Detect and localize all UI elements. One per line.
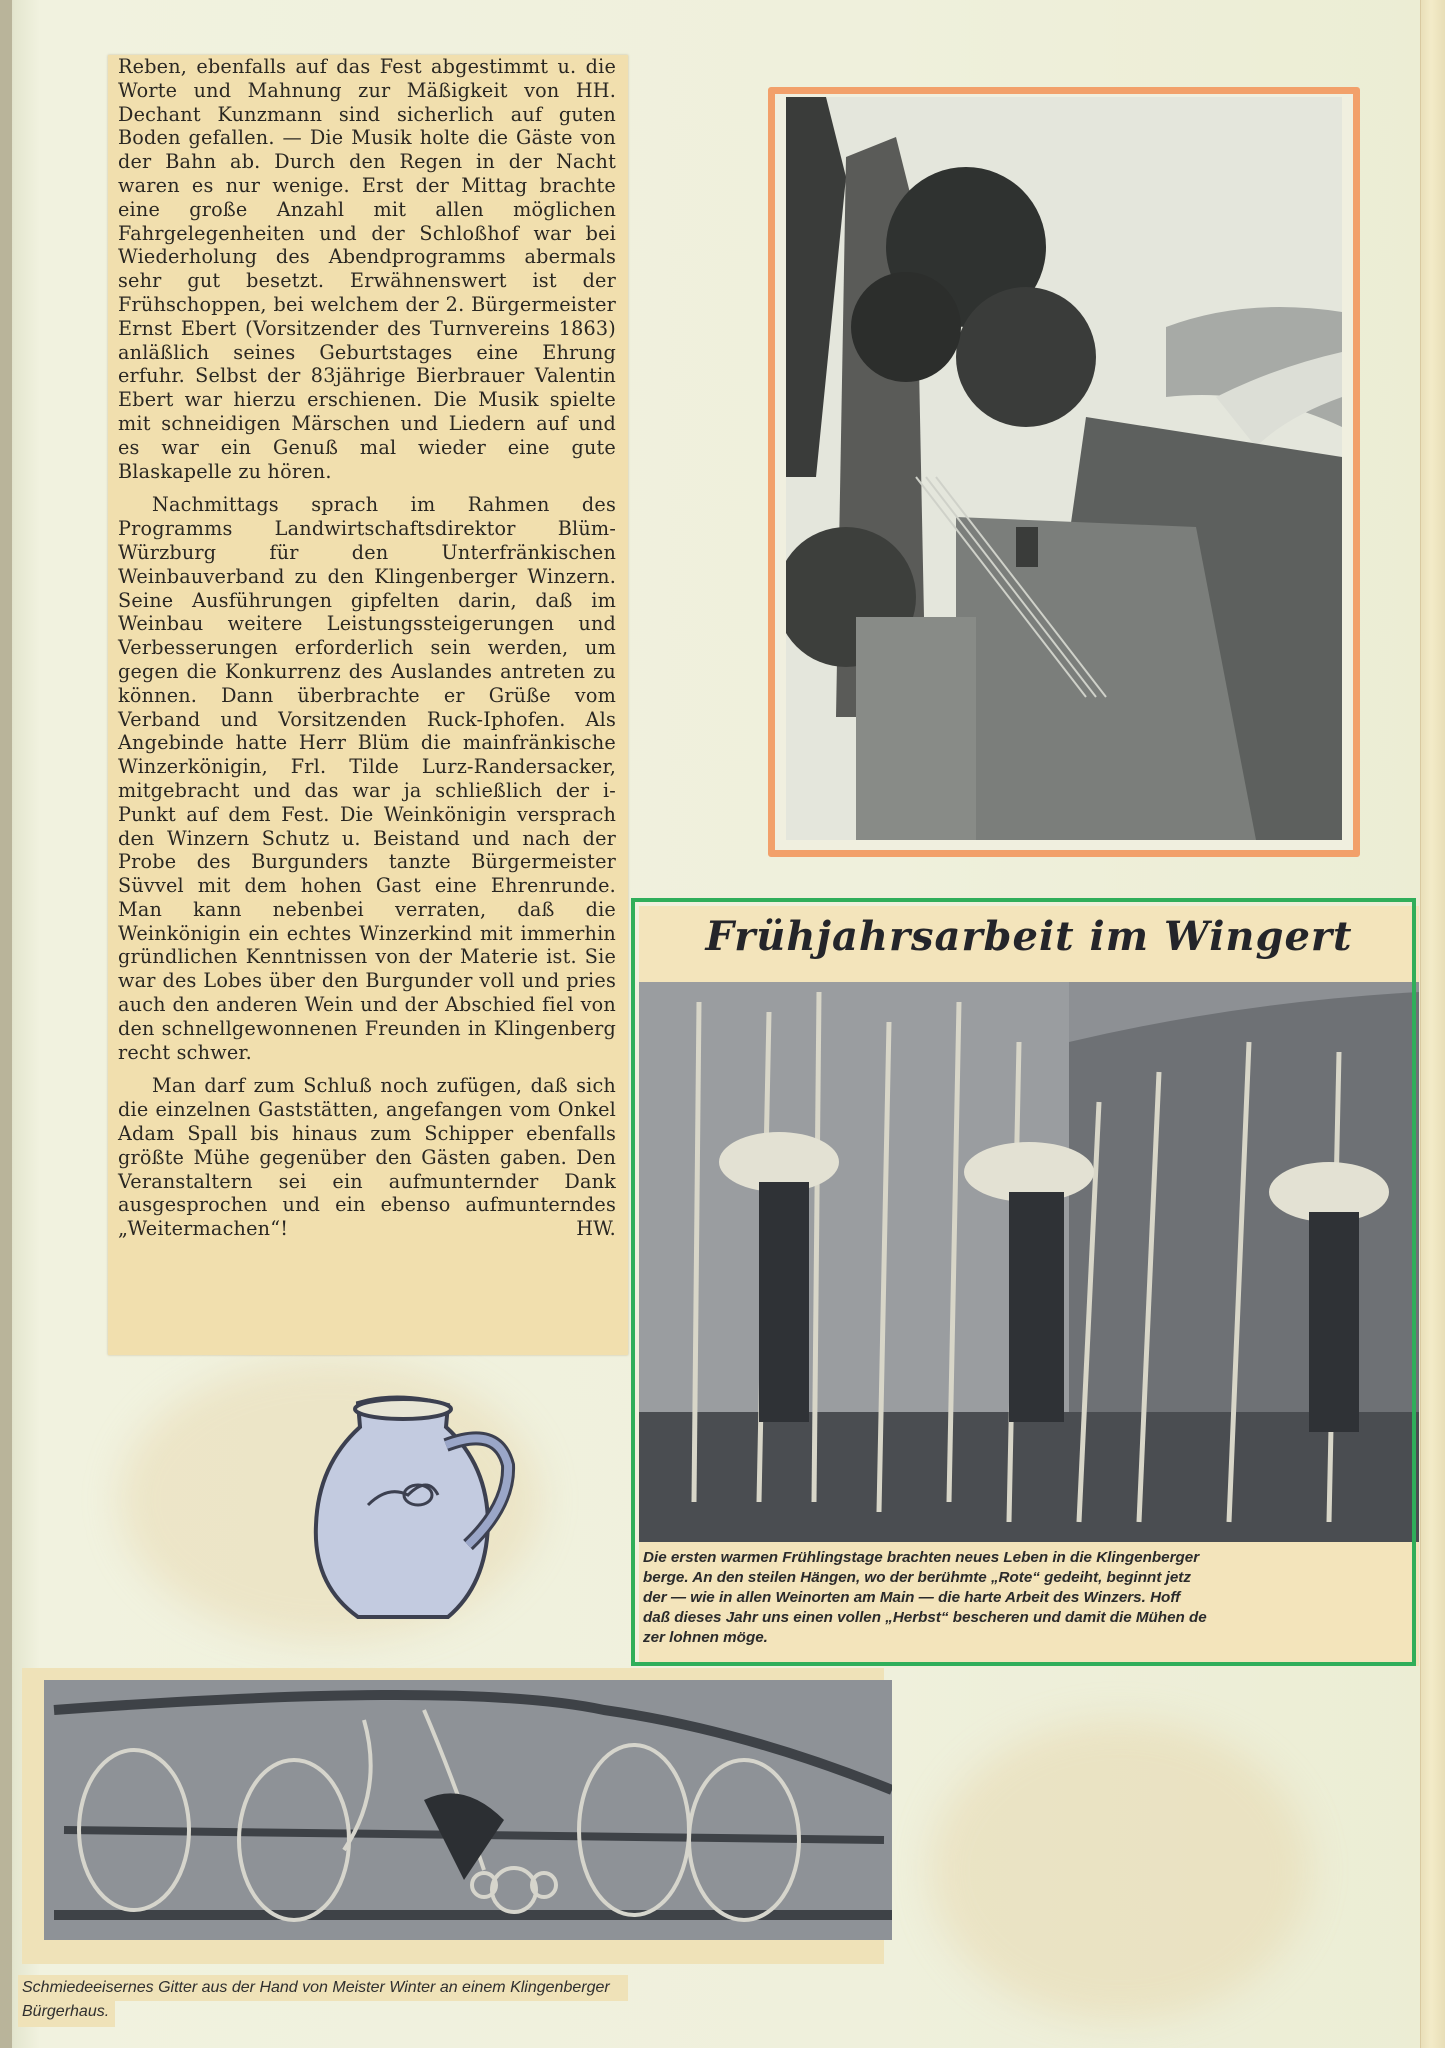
jug-drawing [298, 1385, 518, 1625]
page-spine [0, 0, 12, 2048]
castle-ruin-image [786, 97, 1342, 840]
article-paragraph: Nachmittags sprach im Rahmen des Programms Landwirtschaftsdirektor Blüm-Würzburg für den Unterfränkischen Weinbauverband zu den Klingenberger Winzern. Seine Ausführungen gipfelten darin, daß im Weinbau weitere Leistungssteigerungen und Verbesserungen erforderlich sein werden, um gegen die Konkurrenz des Auslandes antreten zu können. Dann überbrachte er Grüße vom Verband und Vorsitzenden Ruck-Iphofen. Als Angebinde hatte Herr Blüm die mainfränkische Winzerkönigin, Frl. Tilde Lurz-Randersacker, mitgebracht und das war ja schließlich der i-Punkt auf dem Fest. Die Weinkönigin versprach den Winzern Schutz u. Beistand und nach der Probe des Burgunders tanzte Bürgermeister Süvvel mit dem hohen Gast eine Ehrenrunde. Man kann nebenbei verraten, daß die Weinkönigin ein echtes Winzerkind mit immerhin gründlichen Kenntnissen von der Materie ist. Sie war des Lobes über den Burgunder voll und pries auch den anderen Wein und der Abschied fiel von den schnellgewonnenen Freunden in Klingenberg recht schwer. [118, 493, 616, 1064]
wrought-iron-gate-image [44, 1680, 892, 1940]
newspaper-clipping-article [108, 55, 628, 1355]
page-right-edge [1420, 0, 1445, 2048]
article-paragraph: Man darf zum Schluß noch zufügen, daß sich die einzelnen Gaststätten, angefangen vom Onkel Adam Spall bis hinaus zum Schipper ebenfalls größte Mühe gegenüber den Gästen gaben. Den Veranstaltern sei ein aufmunternder Dank ausgesprochen und ein ebenso aufmunterndes „Weitermachen“! HW. [118, 1074, 616, 1241]
paper-stain [930, 1720, 1310, 2020]
green-crayon-frame [631, 898, 1416, 1666]
caption-line: zer lohnen möge. [643, 1629, 768, 1646]
caption-line: Schmiedeeisernes Gitter aus der Hand von Meister Winter an einem Klingenberger [18, 1975, 628, 2001]
newspaper-clipping-gate [22, 1668, 884, 1964]
article-body [108, 55, 628, 1251]
headline: Frühjahrsarbeit im Wingert [705, 913, 1353, 960]
caption-line: Die ersten warmen Frühlingstage brachten neues Leben in die Klingenberger [643, 1549, 1200, 1566]
jug-icon [298, 1385, 518, 1625]
caption-line: daß dieses Jahr uns einen vollen „Herbst“ bescheren und damit die Mühen de [643, 1609, 1207, 1626]
article-paragraph: Reben, ebenfalls auf das Fest abgestimmt u. die Worte und Mahnung zur Mäßigkeit von HH. Dechant Kunzmann sind sicherlich auf guten Boden gefallen. — Die Musik holte die Gäste von der Bahn ab. Durch den Regen in der Nacht waren es nur wenige. Erst der Mittag brachte eine große Anzahl mit allen möglichen Fahrgelegenheiten und der Schloßhof war bei Wiederholung des Abendprogramms abermals sehr gut besetzt. Erwähnenswert ist der Frühschoppen, bei welchem der 2. Bürgermeister Ernst Ebert (Vorsitzender des Turnvereins 1863) anläßlich seines Geburtstages eine Ehrung erfuhr. Selbst der 83jährige Bierbrauer Valentin Ebert war hierzu erschienen. Die Musik spielte mit schneidigen Märschen und Liedern auf und es war ein Genuß mal wieder eine gute Blaskapelle zu hören. [118, 55, 616, 483]
photo-wrought-iron-gate [44, 1680, 892, 1940]
article-signature: HW. [576, 1217, 616, 1241]
photo-castle-ruin [786, 97, 1342, 840]
gate-caption [18, 1975, 628, 2027]
caption-line: Bürgerhaus. [18, 2001, 115, 2027]
caption-line: berge. An den steilen Hängen, wo der berühmte „Rote“ gedeiht, beginnt jetz [643, 1569, 1191, 1586]
caption-line: der — wie in allen Weinorten am Main — die harte Arbeit des Winzers. Hoff [643, 1589, 1181, 1606]
